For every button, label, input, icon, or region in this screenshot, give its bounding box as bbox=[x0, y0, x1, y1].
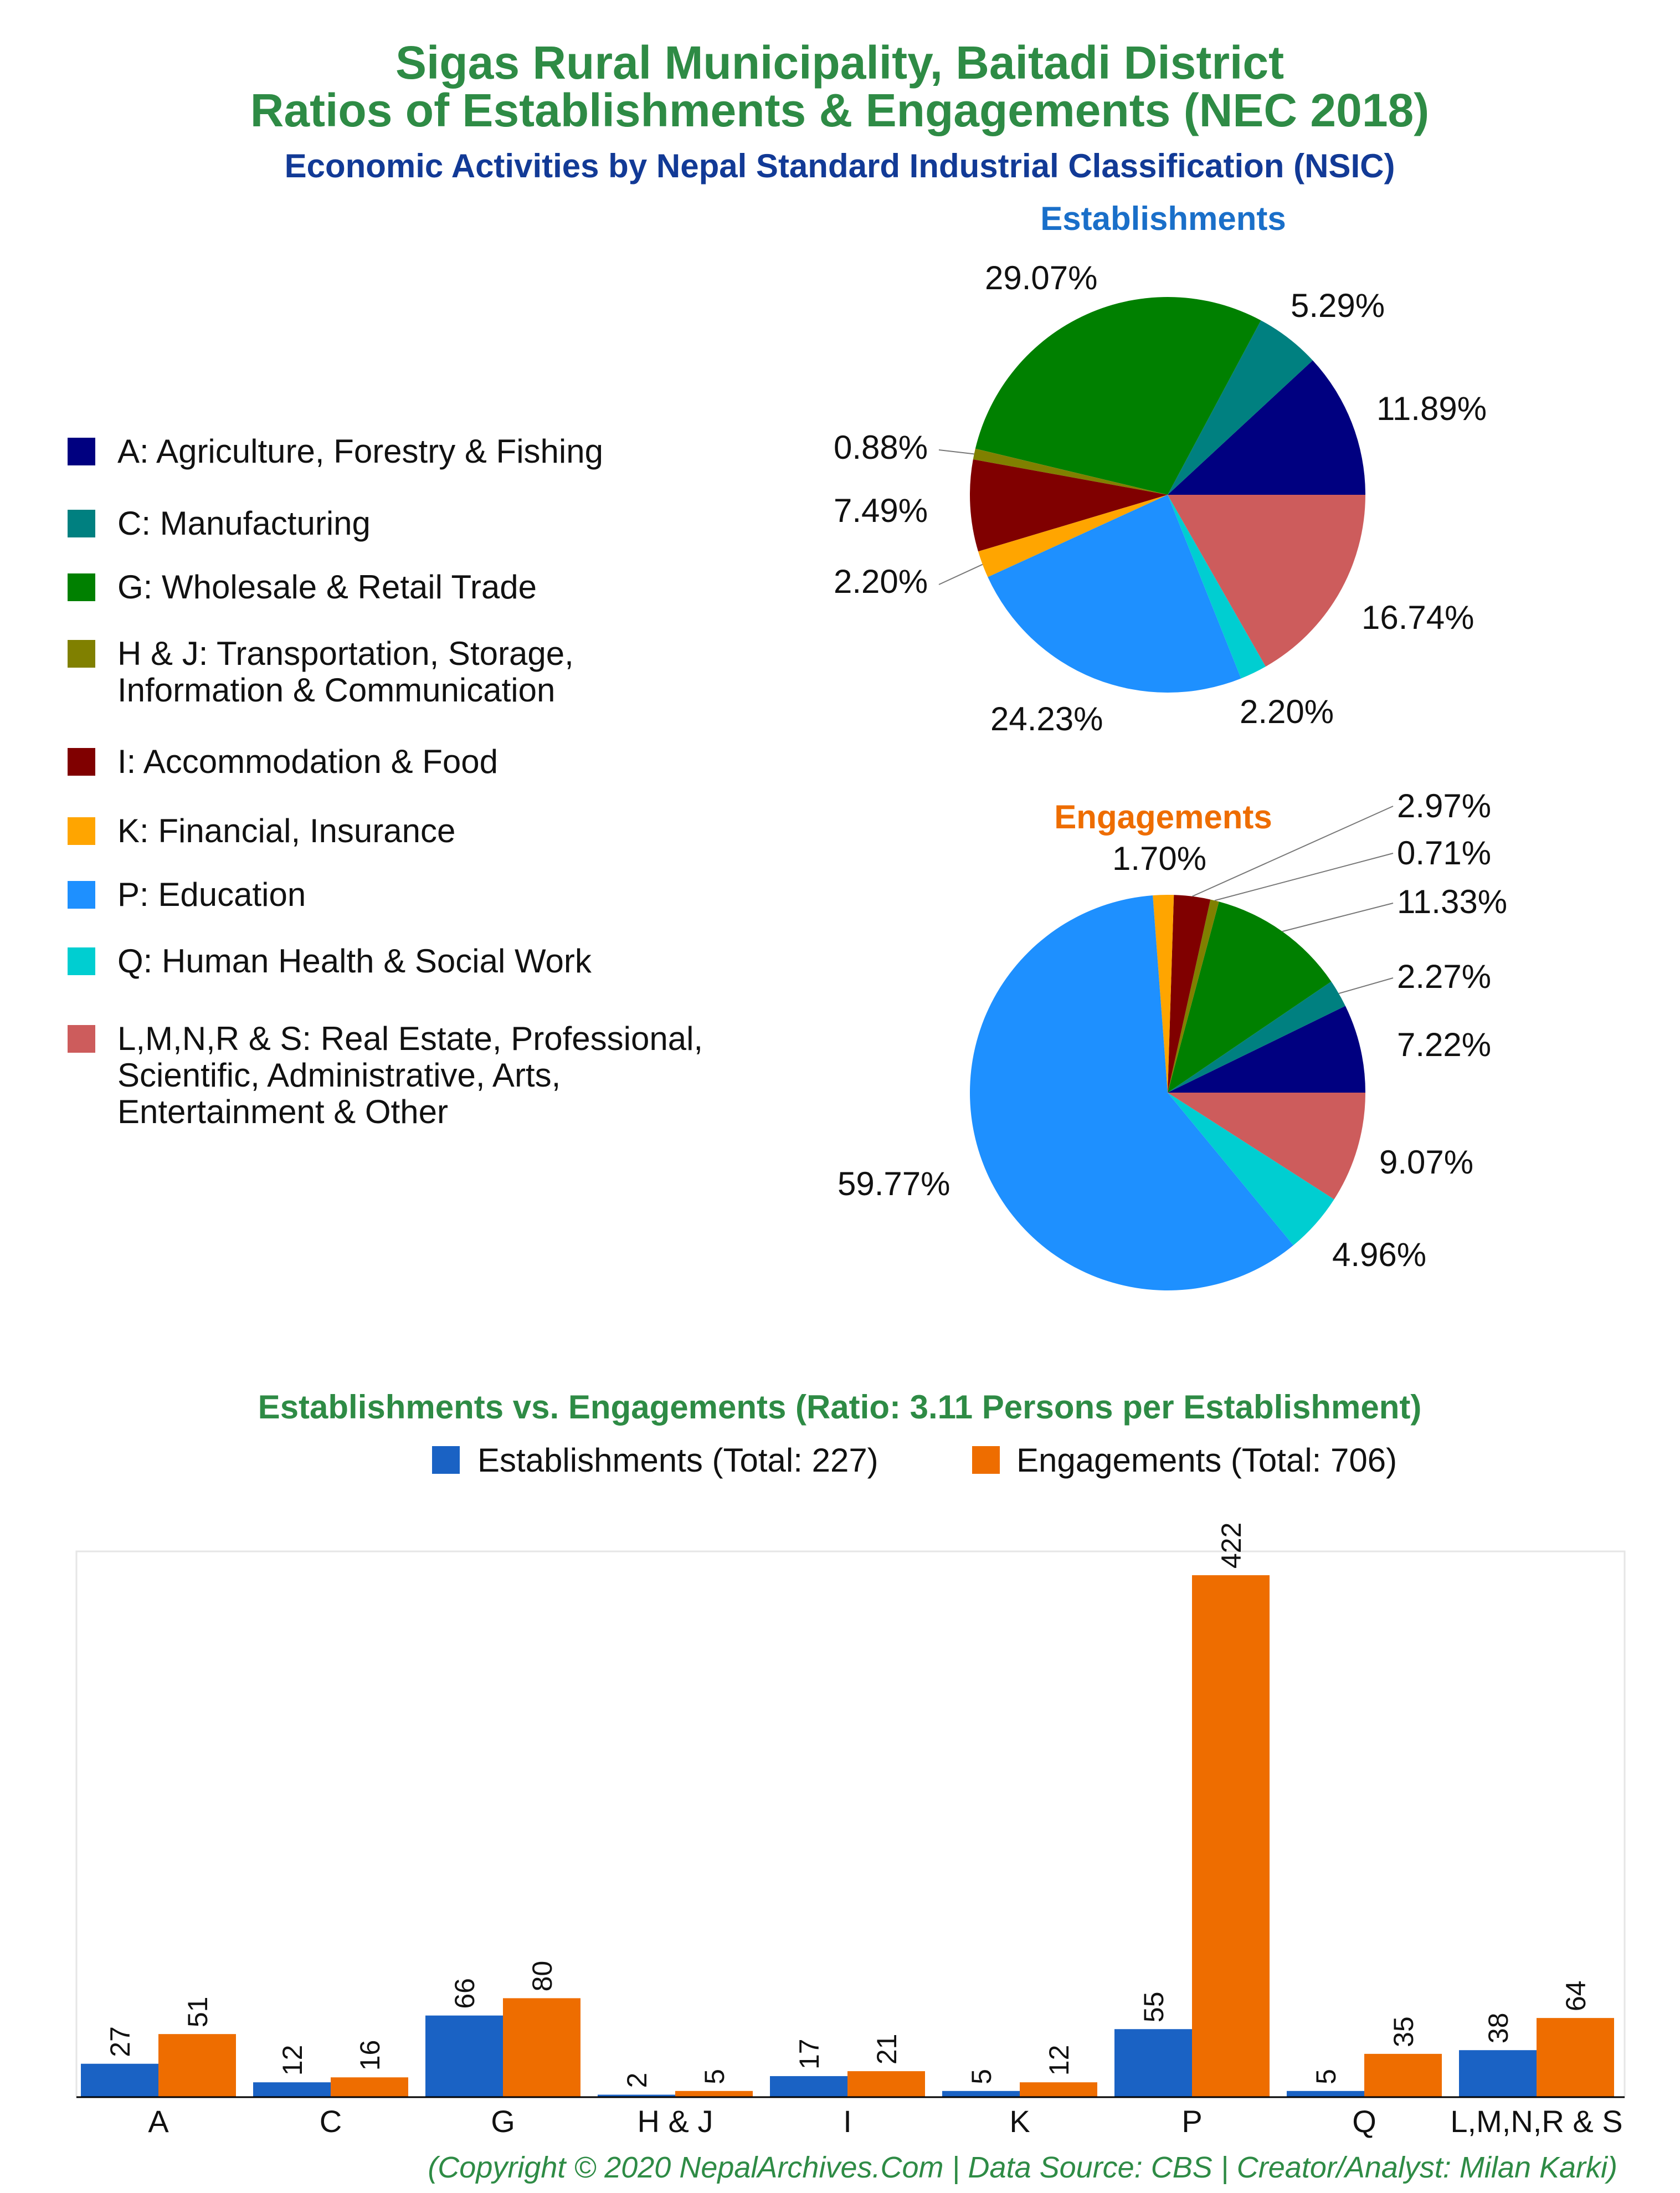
bar-value-engagements-a: 51 bbox=[182, 1996, 213, 2028]
x-tick-label-k: K bbox=[1009, 2104, 1030, 2139]
legend-label-q: Q: Human Health & Social Work bbox=[117, 942, 592, 980]
establishments-value-label-c: 5.29% bbox=[1291, 287, 1385, 324]
title-line2: Ratios of Establishments & Engagements (NEC 2018) bbox=[250, 84, 1430, 136]
legend-swatch-p bbox=[68, 881, 95, 909]
bar-engagements-q bbox=[1364, 2054, 1442, 2097]
bar-engagements-l-m-n-r-s bbox=[1537, 2018, 1614, 2097]
legend-label-establishments: Establishments (Total: 227) bbox=[477, 1442, 878, 1479]
bar-value-establishments-c: 12 bbox=[277, 2045, 308, 2076]
legend-swatch-i bbox=[68, 748, 95, 776]
x-tick-label-l-m-n-r-s: L,M,N,R & S bbox=[1450, 2104, 1623, 2139]
legend-label-l-m-n-r-s: L,M,N,R & S: Real Estate, Professional, Scientific, Administrative, Arts, Entertainment & Other bbox=[117, 1020, 703, 1130]
bar-engagements-c bbox=[331, 2077, 408, 2097]
engagements-value-label-c: 2.27% bbox=[1397, 958, 1492, 995]
establishments-vs-engagements-bar-chart bbox=[76, 1388, 1625, 2139]
engagements-value-label-i: 2.97% bbox=[1397, 787, 1492, 824]
bar-engagements-k bbox=[1020, 2082, 1097, 2097]
engagements-value-label-a: 7.22% bbox=[1397, 1026, 1492, 1063]
legend-label-c: C: Manufacturing bbox=[117, 505, 371, 542]
legend-swatch-a bbox=[68, 438, 95, 465]
bar-value-establishments-g: 66 bbox=[449, 1978, 480, 2009]
bar-value-engagements-p: 422 bbox=[1216, 1522, 1247, 1569]
bar-value-engagements-q: 35 bbox=[1388, 2016, 1419, 2047]
bar-value-establishments-p: 55 bbox=[1138, 1991, 1169, 2023]
category-legend bbox=[68, 433, 703, 1130]
bar-engagements-p bbox=[1192, 1575, 1270, 2097]
legend-label-k: K: Financial, Insurance bbox=[117, 812, 456, 849]
engagements-value-label-q: 4.96% bbox=[1332, 1236, 1427, 1273]
engagements-pie-chart bbox=[838, 787, 1507, 1290]
legend-swatch-establishments bbox=[432, 1446, 460, 1474]
x-tick-label-i: I bbox=[843, 2104, 852, 2139]
x-tick-label-h-j: H & J bbox=[637, 2104, 713, 2139]
x-tick-label-a: A bbox=[148, 2104, 169, 2139]
establishments-pie-chart bbox=[834, 200, 1487, 737]
legend-swatch-h-j bbox=[68, 640, 95, 668]
bar-value-engagements-k: 12 bbox=[1044, 2045, 1075, 2076]
engagements-value-label-p: 59.77% bbox=[838, 1165, 951, 1202]
footer-credit: (Copyright © 2020 NepalArchives.Com | Data Source: CBS | Creator/Analyst: Milan Karki) bbox=[428, 2151, 1617, 2184]
bar-engagements-h-j bbox=[675, 2091, 753, 2097]
title-line1: Sigas Rural Municipality, Baitadi District bbox=[395, 37, 1285, 89]
legend-swatch-k bbox=[68, 817, 95, 845]
bar-establishments-p bbox=[1114, 2029, 1192, 2097]
bar-plot-area bbox=[76, 1551, 1625, 2097]
engagements-value-label-k: 1.70% bbox=[1112, 840, 1207, 877]
x-tick-label-c: C bbox=[319, 2104, 342, 2139]
engagements-value-label-h-j: 0.71% bbox=[1397, 834, 1492, 872]
engagements-value-label-l-m-n-r-s: 9.07% bbox=[1379, 1144, 1474, 1181]
engagements-value-label-g: 11.33% bbox=[1397, 883, 1508, 920]
legend-label-a: A: Agriculture, Forestry & Fishing bbox=[117, 433, 603, 470]
establishments-value-label-h-j: 0.88% bbox=[834, 429, 928, 466]
bar-legend bbox=[432, 1442, 1397, 1479]
legend-label-engagements: Engagements (Total: 706) bbox=[1016, 1442, 1398, 1479]
legend-swatch-c bbox=[68, 510, 95, 537]
establishments-pie-title: Establishments bbox=[1040, 200, 1286, 237]
establishments-value-label-l-m-n-r-s: 16.74% bbox=[1362, 599, 1475, 636]
bar-value-establishments-q: 5 bbox=[1311, 2069, 1342, 2084]
x-tick-label-q: Q bbox=[1352, 2104, 1376, 2139]
legend-label-g: G: Wholesale & Retail Trade bbox=[117, 568, 537, 606]
bar-value-establishments-a: 27 bbox=[105, 2026, 136, 2057]
x-tick-label-p: P bbox=[1181, 2104, 1203, 2139]
bar-chart-title: Establishments vs. Engagements (Ratio: 3.11 Persons per Establishment) bbox=[258, 1388, 1422, 1426]
engagements-pie-title: Engagements bbox=[1054, 798, 1272, 836]
establishments-value-label-g: 29.07% bbox=[985, 259, 1098, 296]
establishments-leader-h-j bbox=[939, 450, 974, 454]
establishments-value-label-p: 24.23% bbox=[990, 700, 1103, 737]
bar-engagements-i bbox=[847, 2071, 925, 2097]
bar-value-establishments-l-m-n-r-s: 38 bbox=[1483, 2012, 1514, 2044]
bar-establishments-k bbox=[942, 2091, 1020, 2097]
subtitle: Economic Activities by Nepal Standard Industrial Classification (NSIC) bbox=[284, 147, 1395, 185]
bar-establishments-a bbox=[81, 2064, 158, 2097]
bar-engagements-g bbox=[503, 1998, 580, 2097]
bar-value-engagements-i: 21 bbox=[871, 2033, 902, 2065]
bar-value-establishments-h-j: 2 bbox=[621, 2072, 653, 2088]
establishments-value-label-i: 7.49% bbox=[834, 492, 928, 529]
bar-engagements-a bbox=[158, 2034, 236, 2097]
engagements-leader-c bbox=[1339, 978, 1393, 993]
establishments-leader-k bbox=[939, 565, 983, 585]
legend-label-i: I: Accommodation & Food bbox=[117, 743, 499, 780]
bar-establishments-i bbox=[770, 2076, 847, 2097]
bar-establishments-q bbox=[1287, 2091, 1364, 2097]
bar-value-engagements-c: 16 bbox=[355, 2040, 386, 2071]
bar-value-engagements-h-j: 5 bbox=[699, 2069, 730, 2084]
establishments-value-label-q: 2.20% bbox=[1240, 693, 1334, 730]
bar-establishments-l-m-n-r-s bbox=[1459, 2050, 1537, 2097]
engagements-leader-h-j bbox=[1215, 853, 1393, 900]
legend-swatch-l-m-n-r-s bbox=[68, 1025, 95, 1053]
bar-value-establishments-i: 17 bbox=[794, 2038, 825, 2070]
bar-establishments-g bbox=[425, 2016, 503, 2097]
legend-swatch-g bbox=[68, 573, 95, 601]
x-tick-label-g: G bbox=[491, 2104, 515, 2139]
legend-swatch-engagements bbox=[972, 1446, 1000, 1474]
legend-swatch-q bbox=[68, 947, 95, 975]
engagements-leader-g bbox=[1282, 903, 1393, 931]
bar-establishments-c bbox=[253, 2082, 331, 2097]
establishments-value-label-k: 2.20% bbox=[834, 563, 928, 600]
bar-value-engagements-g: 80 bbox=[527, 1960, 558, 1992]
legend-label-p: P: Education bbox=[117, 876, 306, 913]
establishments-value-label-a: 11.89% bbox=[1376, 390, 1487, 427]
bar-value-establishments-k: 5 bbox=[966, 2069, 997, 2084]
legend-label-h-j: H & J: Transportation, Storage, Information & Communication bbox=[117, 635, 574, 709]
bar-value-engagements-l-m-n-r-s: 64 bbox=[1560, 1980, 1591, 2012]
